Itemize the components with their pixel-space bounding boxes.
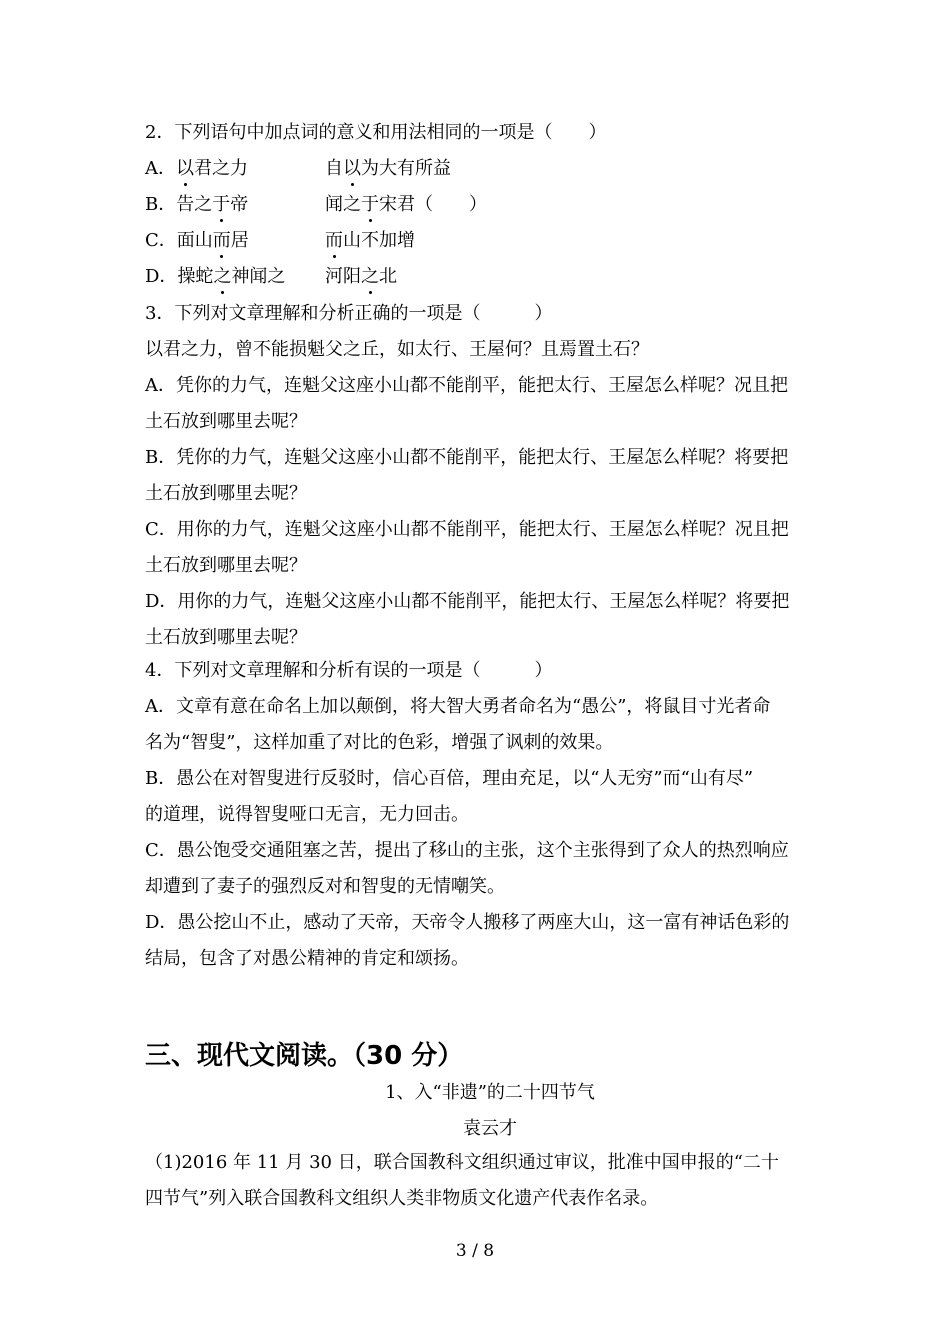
emphasis-dot-char: 之 [213,266,232,287]
q2-option-c: C．面山而居 而山不加增 [145,230,415,251]
q3-option-d-line1: D．用你的力气，连魁父这座小山都不能削平，能把太行、王屋怎么样呢？将要把 [145,591,790,612]
q4-option-b-line1: B．愚公在对智叟进行反驳时，信心百倍，理由充足，以“人无穷”而“山有尽” [145,768,754,789]
emphasis-dot-char: 而 [212,230,231,251]
section-heading: 三、现代文阅读。（30 分） [145,1041,464,1071]
article-para1-line1: （1)2016 年 11 月 30 日，联合国教科文组织通过审议，批准中国申报的“二十 [145,1152,779,1173]
article-para1-line2: 四节气”列入联合国教科文组织人类非物质文化遗产代表作名录。 [145,1188,659,1209]
article-title: 1、入“非遗”的二十四节气 [385,1082,595,1103]
emphasis-dot-char: 于 [361,194,379,215]
q3-stem: 3．下列对文章理解和分析正确的一项是（ ） [145,303,553,324]
q3-option-c-line1: C．用你的力气，连魁父这座小山都不能削平，能把太行、王屋怎么样呢？况且把 [145,519,789,540]
q4-option-c-line2: 却遭到了妻子的强烈反对和智叟的无情嘲笑。 [145,876,505,897]
q4-option-c-line1: C．愚公饱受交通阻塞之苦，提出了移山的主张，这个主张得到了众人的热烈响应 [145,840,789,861]
page-number: 3 / 8 [455,1241,495,1261]
q3-option-a-line1: A．凭你的力气，连魁父这座小山都不能削平，能把太行、王屋怎么样呢？况且把 [145,375,788,396]
emphasis-dot-char: 之 [361,266,379,287]
q2-option-b: B．告之于帝 闻之于宋君（ ） [145,194,487,215]
q2-option-a: A．以君之力 自以为大有所益 [145,158,451,179]
emphasis-dot-char: 于 [212,194,231,215]
emphasis-dot-char: 而 [325,230,343,251]
emphasis-dot-char: 以 [343,158,361,179]
q3-option-c-line2: 土石放到哪里去呢？ [145,555,307,576]
q3-option-d-line2: 土石放到哪里去呢？ [145,627,307,648]
q3-option-a-line2: 土石放到哪里去呢？ [145,411,307,432]
q4-stem: 4．下列对文章理解和分析有误的一项是（ ） [145,660,553,681]
q3-option-b-line1: B．凭你的力气，连魁父这座小山都不能削平，能把太行、王屋怎么样呢？将要把 [145,447,789,468]
q4-option-b-line2: 的道理，说得智叟哑口无言，无力回击。 [145,804,469,825]
q3-option-b-line2: 土石放到哪里去呢？ [145,483,307,504]
q4-option-d-line1: D．愚公挖山不止，感动了天帝，天帝令人搬移了两座大山，这一富有神话色彩的 [145,912,790,933]
q2-stem: 2．下列语句中加点词的意义和用法相同的一项是（ ） [145,122,607,143]
q4-option-d-line2: 结局，包含了对愚公精神的肯定和颂扬。 [145,948,469,969]
emphasis-dot-char: 以 [176,158,194,179]
article-author: 袁云才 [463,1118,517,1139]
q3-quote: 以君之力，曾不能损魁父之丘，如太行、王屋何？且焉置土石？ [145,339,649,360]
q4-option-a-line2: 名为“智叟”，这样加重了对比的色彩，增强了讽刺的效果。 [145,732,614,753]
q4-option-a-line1: A．文章有意在命名上加以颠倒，将大智大勇者命名为“愚公”，将鼠目寸光者命 [145,696,771,717]
q2-option-d: D．操蛇之神闻之 河阳之北 [145,266,397,287]
